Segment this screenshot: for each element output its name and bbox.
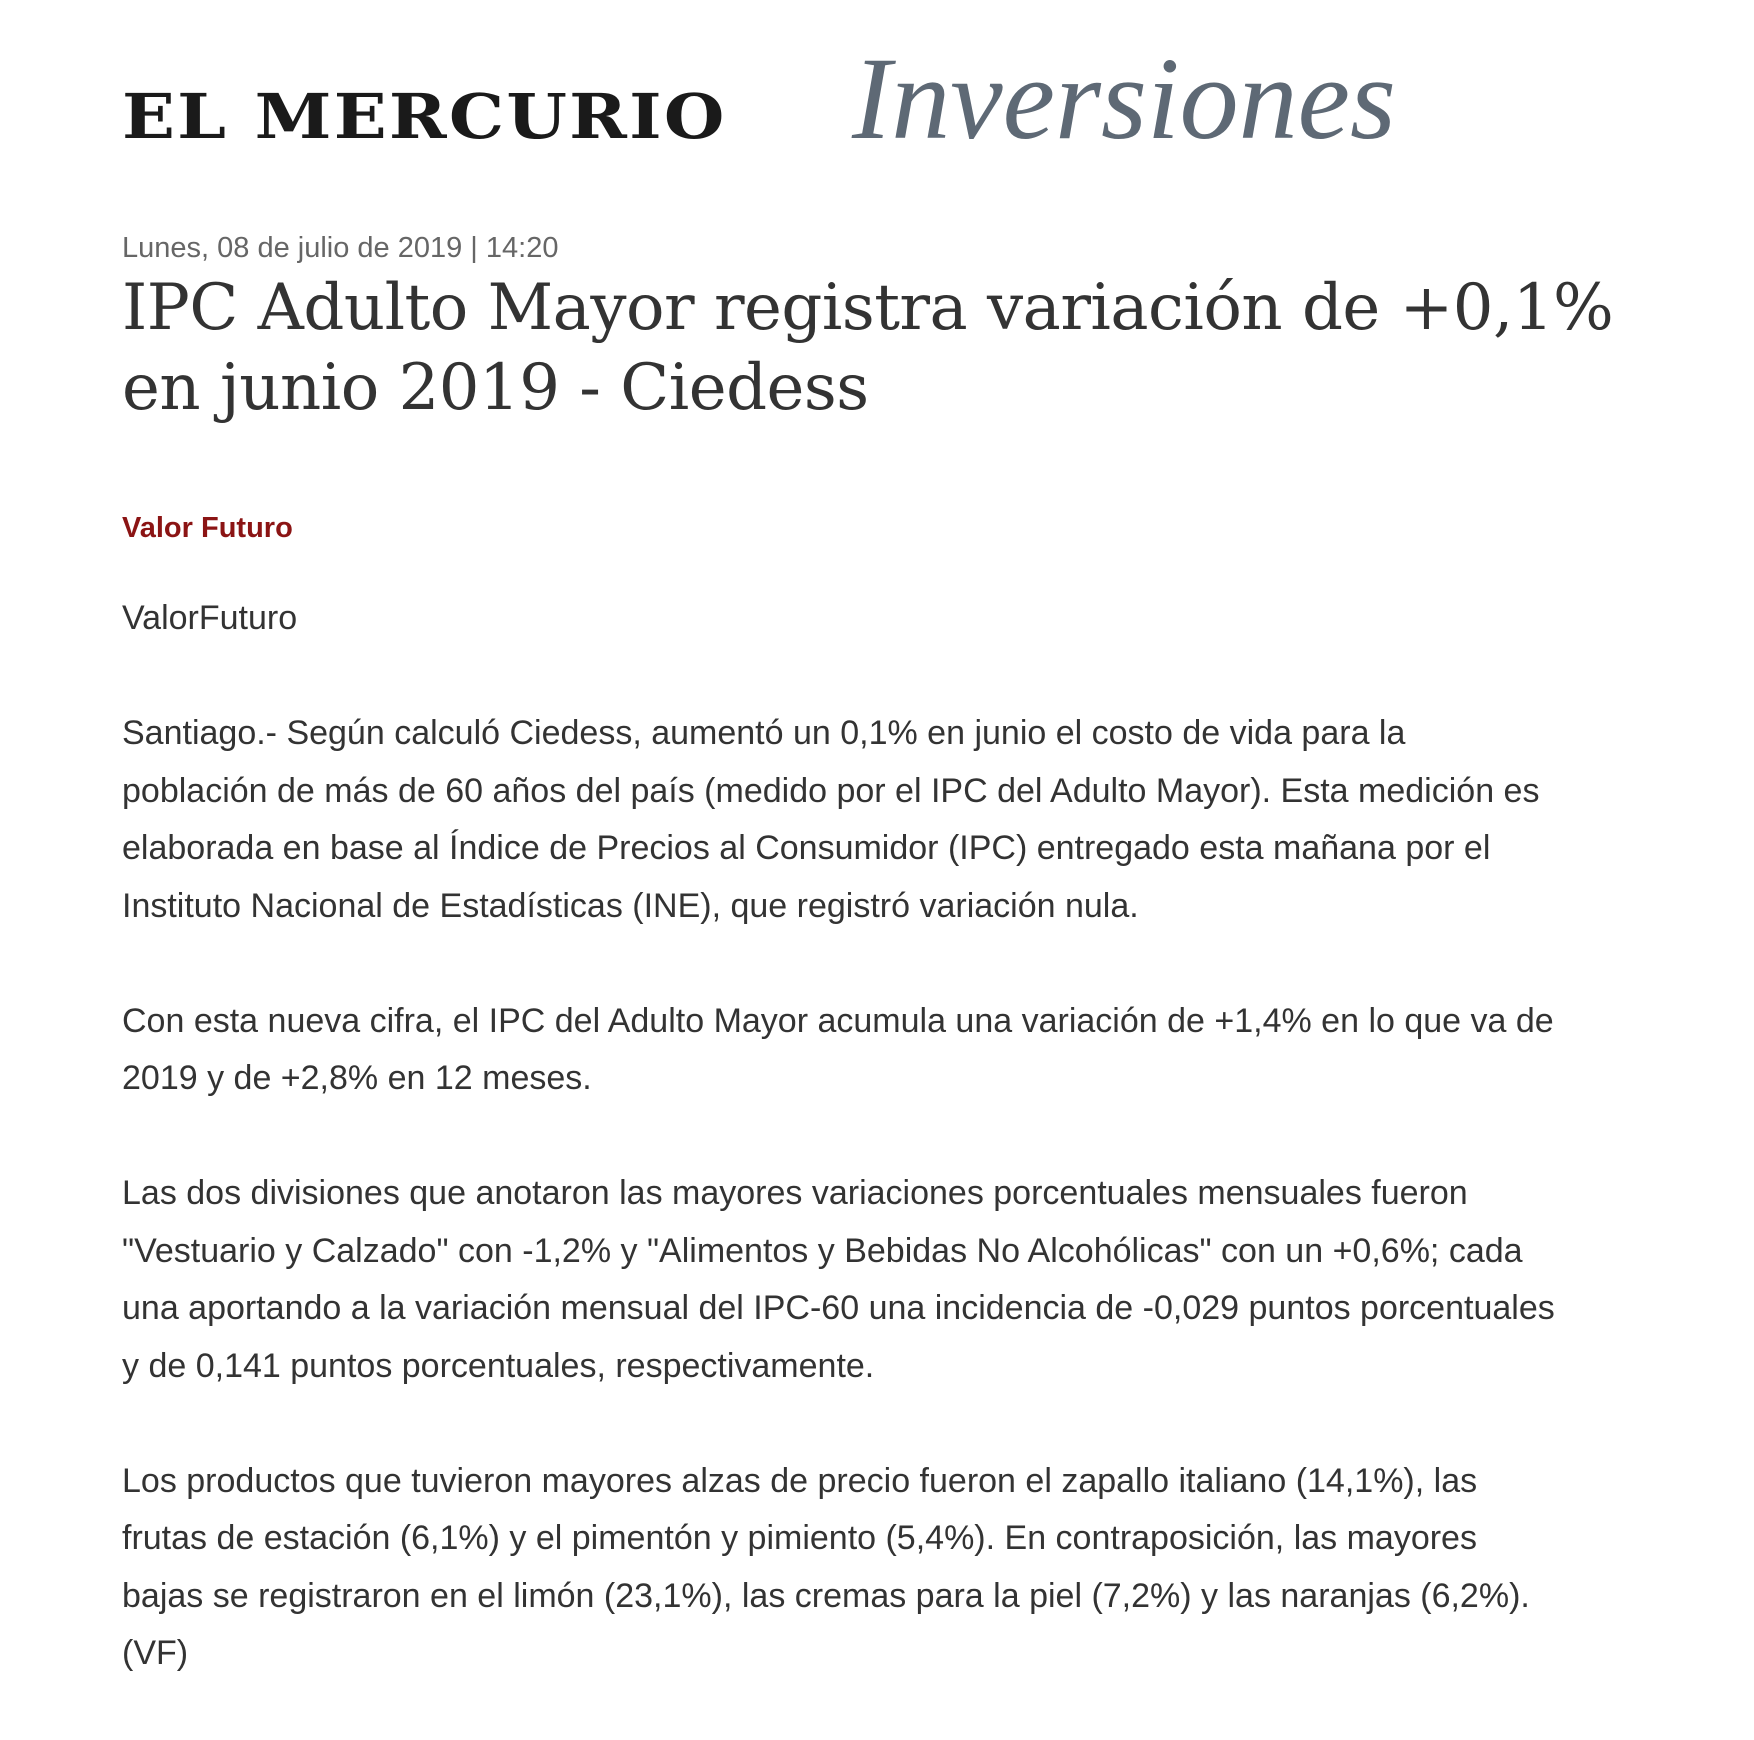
article-source: ValorFuturo <box>122 599 298 637</box>
article-paragraph: Las dos divisiones que anotaron las mayores variaciones porcentuales mensuales fueron "Vestuario y Calzado" con -1,2% y "Alimentos y Bebidas No Alcohólicas" con un +0,6%; cada una aportando a la variación mensual del IPC-60 una incidencia de -0,029 puntos porcentuales y de 0,141 puntos porcentuales, respectivamente. <box>122 1174 1555 1385</box>
el-mercurio-logo[interactable]: EL MERCURIO <box>122 80 727 153</box>
article-paragraph: Santiago.- Según calculó Ciedess, aumentó un 0,1% en junio el costo de vida para la población de más de 60 años del país (medido por el IPC del Adulto Mayor). Esta medición es elaborada en base al Índice de Precios al Consumidor (IPC) entregado esta mañana por el Instituto Nacional de Estadísticas (INE), que registró variación nula. <box>122 714 1540 925</box>
inversiones-logo[interactable]: Inversiones <box>852 33 1396 164</box>
article-author: Valor Futuro <box>122 512 293 544</box>
article-paragraph: Con esta nueva cifra, el IPC del Adulto Mayor acumula una variación de +1,4% en lo que va de 2019 y de +2,8% en 12 meses. <box>122 1001 1554 1097</box>
article-headline: IPC Adulto Mayor registra variación de +0,1% en junio 2019 - Ciedess <box>122 271 1614 425</box>
masthead <box>122 33 1722 164</box>
article-dateline: Lunes, 08 de julio de 2019 | 14:20 <box>122 232 559 264</box>
article-paragraph: Los productos que tuvieron mayores alzas de precio fueron el zapallo italiano (14,1%), las frutas de estación (6,1%) y el pimentón y pimiento (5,4%). En contraposición, las mayores bajas se registraron en el limón (23,1%), las cremas para la piel (7,2%) y las naranjas (6,2%). (VF) <box>122 1461 1530 1672</box>
article-body <box>122 590 1722 1740</box>
